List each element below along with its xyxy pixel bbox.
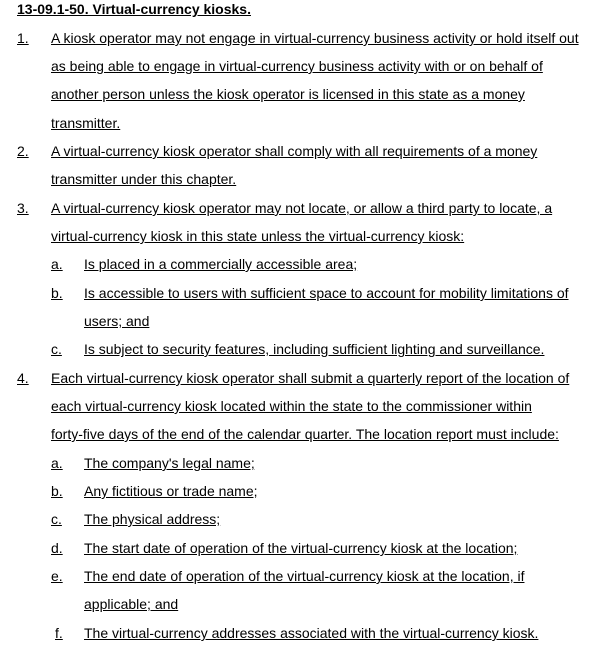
subitem-letter: b.: [51, 483, 63, 499]
subitem-text-line: The start date of operation of the virtual-currency kiosk at the location;: [84, 540, 518, 556]
item-number: 1.: [17, 30, 29, 46]
subitem-letter: b.: [51, 285, 63, 301]
subitem-text-line: Is accessible to users with sufficient space to account for mobility limitations of: [84, 285, 569, 301]
item-text-line: transmitter.: [51, 115, 121, 131]
item-number: 3.: [17, 200, 29, 216]
item-text-line: Each virtual-currency kiosk operator shall submit a quarterly report of the location of: [51, 370, 570, 386]
subitem-text-line: The physical address;: [84, 511, 221, 527]
subitem-text-line: applicable; and: [84, 596, 179, 612]
subitem-letter: f.: [55, 625, 63, 641]
item-text-line: as being able to engage in virtual-currency business activity with or on behalf of: [51, 58, 543, 74]
subitem-text-line: The virtual-currency addresses associated with the virtual-currency kiosk.: [84, 625, 539, 641]
item-text-line: another person unless the kiosk operator is licensed in this state as a money: [51, 86, 525, 102]
subitem-text-line: Is subject to security features, including sufficient lighting and surveillance.: [84, 341, 545, 357]
subitem-letter: e.: [51, 568, 63, 584]
item-text-line: A virtual-currency kiosk operator shall comply with all requirements of a money: [51, 143, 538, 159]
item-text-line: virtual-currency kiosk in this state unless the virtual-currency kiosk:: [51, 228, 465, 244]
subitem-text-line: The end date of operation of the virtual-currency kiosk at the location, if: [84, 568, 525, 584]
subitem-text-line: The company's legal name;: [84, 455, 255, 471]
section-heading: 13-09.1-50. Virtual-currency kiosks.: [17, 1, 251, 17]
subitem-text-line: Is placed in a commercially accessible area;: [84, 256, 358, 272]
subitem-letter: a.: [51, 256, 63, 272]
subitem-text-line: users; and: [84, 313, 150, 329]
subitem-text-line: Any fictitious or trade name;: [84, 483, 258, 499]
item-text-line: A virtual-currency kiosk operator may not locate, or allow a third party to locate, a: [51, 200, 553, 216]
item-text-line: A kiosk operator may not engage in virtual-currency business activity or hold itself out: [51, 30, 579, 46]
subitem-letter: d.: [51, 540, 63, 556]
subitem-letter: a.: [51, 455, 63, 471]
item-number: 2.: [17, 143, 29, 159]
subitem-letter: c.: [51, 341, 62, 357]
item-text-line: each virtual-currency kiosk located within the state to the commissioner within: [51, 398, 532, 414]
item-number: 4.: [17, 370, 29, 386]
subitem-letter: c.: [51, 511, 62, 527]
item-text-line: transmitter under this chapter.: [51, 171, 237, 187]
item-text-line: forty-five days of the end of the calendar quarter. The location report must include:: [51, 426, 559, 442]
